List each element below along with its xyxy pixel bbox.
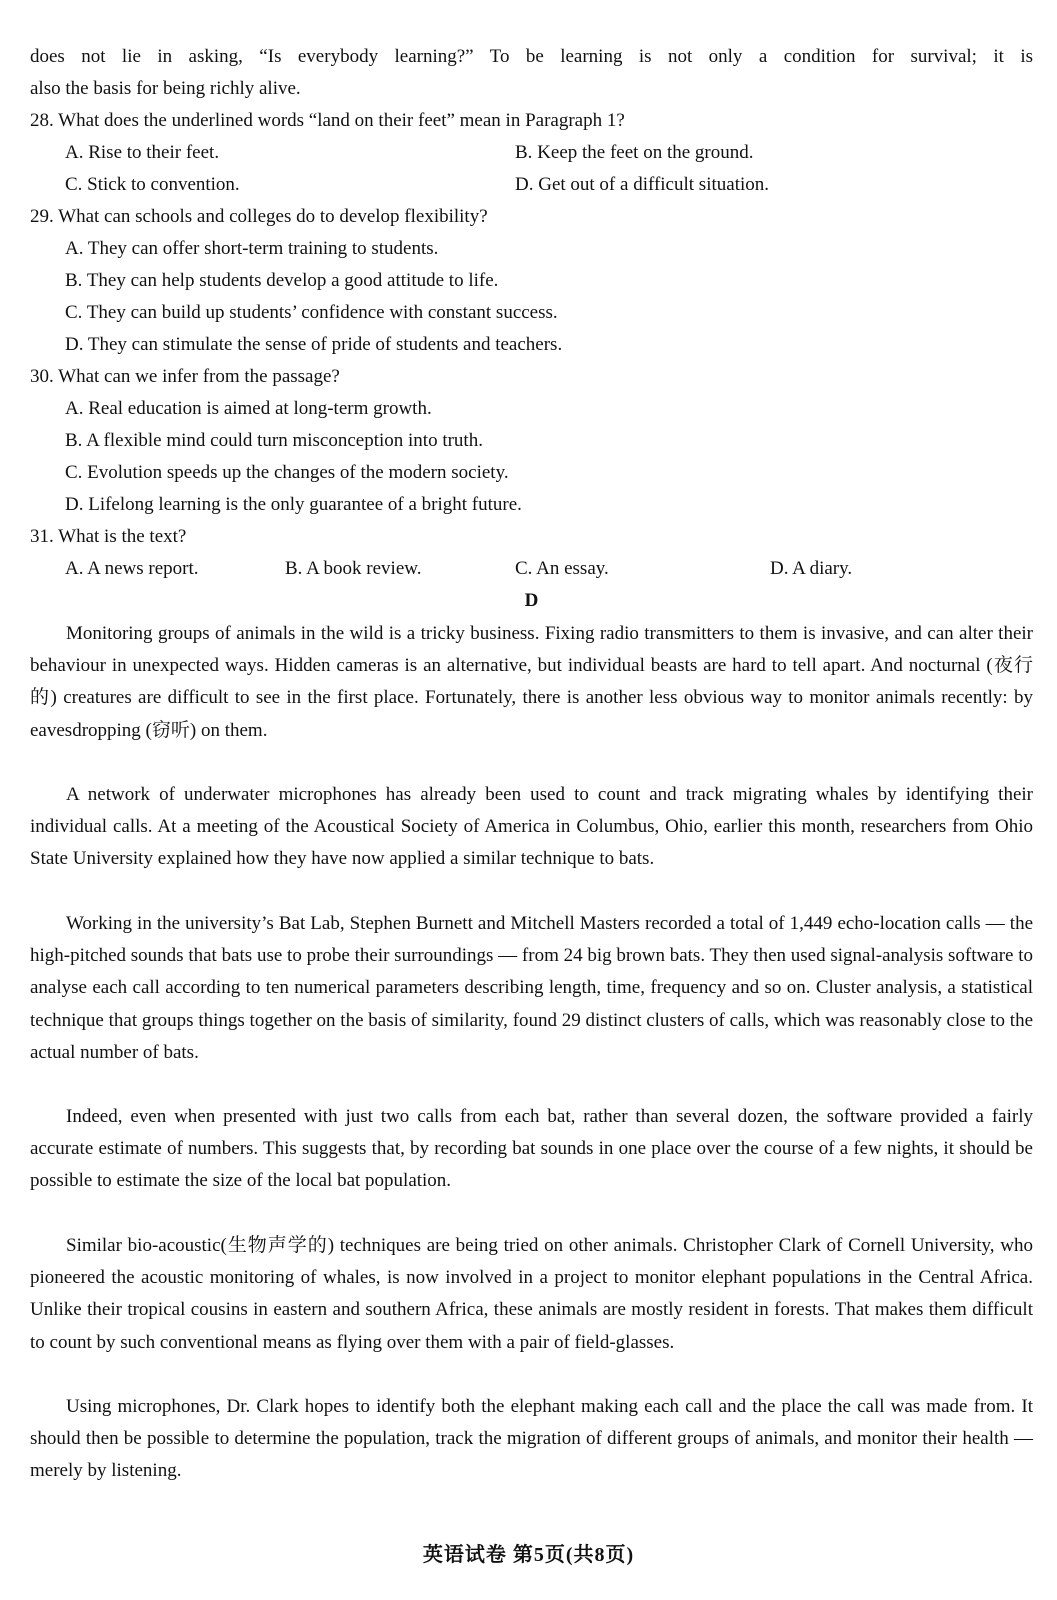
passage-paragraph-1: Monitoring groups of animals in the wild is a tricky business. Fixing radio transmitters to them is invasive, and can alter their behaviour in unexpected ways. Hidden cameras is an alternative, but individual beasts are hard to tell apart. And nocturnal (夜行的) creatures are difficult to see in the first place. Fortunately, there is another less obvious way to monitor animals recently: by eavesdropping (窃听) on them.: [30, 623, 1033, 741]
q29-option-b: B. They can help students develop a good attitude to life.: [65, 270, 499, 291]
q28-option-b: B. Keep the feet on the ground.: [515, 142, 754, 163]
question-28: 28. What does the underlined words “land on their feet” mean in Paragraph 1?: [30, 110, 625, 131]
q30-option-c: C. Evolution speeds up the changes of the modern society.: [65, 462, 509, 483]
q30-option-b: B. A flexible mind could turn misconception into truth.: [65, 430, 483, 451]
q28-option-a: A. Rise to their feet.: [65, 142, 220, 163]
q28-option-c: C. Stick to convention.: [65, 174, 240, 195]
question-30: 30. What can we infer from the passage?: [30, 366, 340, 387]
q28-option-d: D. Get out of a difficult situation.: [515, 174, 769, 195]
passage-paragraph-5: Similar bio-acoustic(生物声学的) techniques are being tried on other animals. Christopher Clark of Cornell University, who pioneered the acoustic monitoring of whales, is now involved in a project to monitor elephant populations in the Central Africa. Unlike their tropical cousins in eastern and southern Africa, these animals are mostly resident in forests. That makes them difficult to count by such conventional means as flying over them with a pair of field-glasses.: [30, 1235, 1033, 1353]
intro-line-1: does not lie in asking, “Is everybody learning?” To be learning is not only a condition for survival; it is: [30, 46, 1033, 67]
section-heading: D: [524, 590, 539, 611]
q29-option-d: D. They can stimulate the sense of pride of students and teachers.: [65, 334, 563, 355]
passage-paragraph-4: Indeed, even when presented with just two calls from each bat, rather than several dozen, the software provided a fairly accurate estimate of numbers. This suggests that, by recording bat sounds in one place over the course of a few nights, it should be possible to estimate the size of the local bat population.: [30, 1106, 1033, 1192]
passage-paragraph-2: A network of underwater microphones has already been used to count and track migrating whales by identifying their individual calls. At a meeting of the Acoustical Society of America in Columbus, Ohio, earlier this month, researchers from Ohio State University explained how they have now applied a similar technique to bats.: [30, 784, 1033, 870]
passage-paragraph-3: Working in the university’s Bat Lab, Stephen Burnett and Mitchell Masters recorded a total of 1,449 echo-location calls — the high-pitched sounds that bats use to probe their surroundings — from 24 big brown bats. They then used signal-analysis software to analyse each call according to ten numerical parameters describing length, time, frequency and so on. Cluster analysis, a statistical technique that groups things together on the basis of similarity, found 29 distinct clusters of calls, which was reasonably close to the actual number of bats.: [30, 913, 1033, 1063]
passage-paragraph-6: Using microphones, Dr. Clark hopes to identify both the elephant making each call and the place the call was made from. It should then be possible to determine the population, track the migration of different groups of animals, and monitor their health — merely by listening.: [30, 1396, 1033, 1482]
q30-option-d: D. Lifelong learning is the only guarantee of a bright future.: [65, 494, 522, 515]
intro-line-2: also the basis for being richly alive.: [30, 78, 301, 99]
q29-option-a: A. They can offer short-term training to students.: [65, 238, 439, 259]
q31-option-b: B. A book review.: [285, 558, 422, 579]
q30-option-a: A. Real education is aimed at long-term growth.: [65, 398, 432, 419]
question-31: 31. What is the text?: [30, 526, 187, 547]
q31-option-c: C. An essay.: [515, 558, 609, 579]
q31-option-a: A. A news report.: [65, 558, 199, 579]
page-footer: 英语试卷 第5页(共8页): [422, 1544, 635, 1566]
q31-option-d: D. A diary.: [770, 558, 853, 579]
q29-option-c: C. They can build up students’ confidence with constant success.: [65, 302, 558, 323]
question-29: 29. What can schools and colleges do to develop flexibility?: [30, 206, 488, 227]
